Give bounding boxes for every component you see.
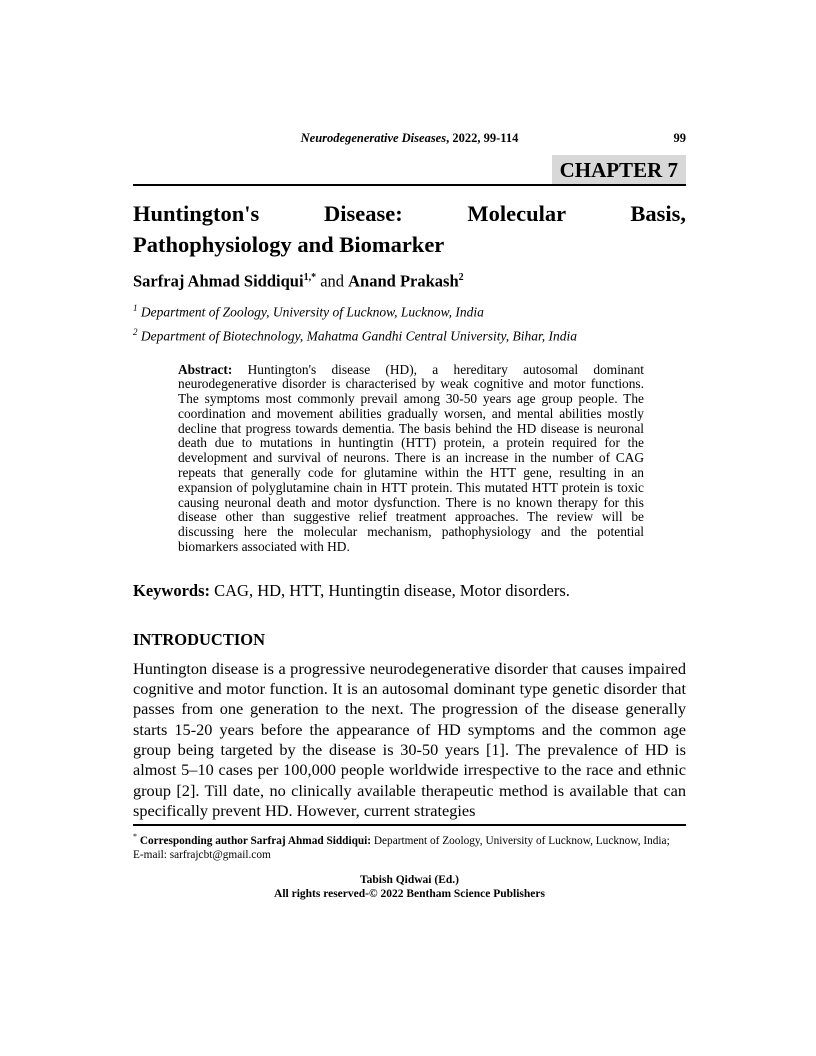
- footer-editor: Tabish Qidwai (Ed.): [360, 874, 459, 886]
- author-2: Anand Prakash: [348, 271, 459, 291]
- journal-citation: [301, 131, 519, 145]
- journal-meta: , 2022, 99-114: [446, 131, 519, 145]
- journal-name: Neurodegenerative Diseases: [300, 131, 447, 145]
- chapter-title: [133, 198, 686, 260]
- running-header: [133, 130, 686, 146]
- abstract-text: Huntington's disease (HD), a hereditary autosomal dominant neurodegenerative disorder is characterised by weak cognitive and motor functions. The symptoms most commonly prevail among 30-50 years age group people. The coordination and movement abilities gradually worsen, and mental abilities mostly decline that progress towards dementia. The basis behind the HD disease is neuronal death due to mutations in huntingtin (HTT) protein, a protein required for the development and survival of neurons. There is an increase in the number of CAG repeats that generally code for glutamine within the HTT gene, resulting in an expansion of polyglutamine chain in HTT protein. This mutated HTT protein is toxic causing neuronal death and motor dysfunction. There is no known therapy for this disease other than suggestive relief treatment approaches. The review will be discussing here the molecular mechanism, pathophysiology and the potential biomarkers associated with HD.: [178, 361, 644, 555]
- affiliation-2: [133, 322, 686, 347]
- author-1: Sarfraj Ahmad Siddiqui: [133, 271, 304, 291]
- keywords-text: CAG, HD, HTT, Huntingtin disease, Motor disorders.: [210, 580, 570, 600]
- chapter-title-line1: Huntington's Disease: Molecular Basis,: [133, 201, 686, 226]
- author-1-superscript: 1,*: [303, 272, 317, 283]
- keywords-label: Keywords:: [133, 580, 210, 600]
- keywords: [133, 581, 686, 601]
- abstract: [178, 363, 644, 555]
- header-rule: [133, 155, 686, 186]
- footnote-address: Department of Zoology, University of Lucknow, Lucknow, India;: [371, 835, 670, 847]
- chapter-label: CHAPTER 7: [552, 155, 686, 184]
- abstract-label: Abstract:: [178, 361, 233, 377]
- footnote-line-1: [133, 830, 686, 848]
- footnote-marker: *: [133, 832, 137, 842]
- affiliation-2-superscript: 2: [133, 327, 138, 337]
- affiliation-2-text: Department of Biotechnology, Mahatma Gandhi Central University, Bihar, India: [137, 328, 577, 344]
- author-2-superscript: 2: [458, 272, 464, 283]
- footnote-corresponding-author: Corresponding author Sarfraj Ahmad Siddiqui:: [137, 835, 372, 847]
- affiliation-1-text: Department of Zoology, University of Lucknow, Lucknow, India: [137, 304, 484, 319]
- affiliation-1-superscript: 1: [133, 302, 138, 313]
- introduction-heading: INTRODUCTION: [133, 629, 266, 649]
- footer: [133, 874, 686, 901]
- footer-rights: All rights reserved-© 2022 Bentham Science Publishers: [274, 887, 545, 900]
- affiliations: [133, 298, 686, 347]
- authors-connector: and: [316, 271, 349, 291]
- introduction-paragraph: Huntington disease is a progressive neurodegenerative disorder that causes impaired cognitive and motor function. It is an autosomal dominant type genetic disorder that passes from one generation to the next. The progression of the disease generally starts 15-20 years before the appearance of HD symptoms and the common age group being targeted by the disease is 30-50 years [1]. The prevalence of HD is almost 5–10 cases per 100,000 people worldwide irrespective to the race and ethnic group [2]. Till date, no clinically available therapeutic method is available that can specifically prevent HD. However, current strategies: [133, 658, 686, 820]
- affiliation-1: [133, 298, 686, 323]
- footnote-email-line: E-mail: sarfrajcbt@gmail.com: [133, 848, 271, 861]
- page-number: 99: [673, 131, 686, 145]
- footnote: [133, 824, 686, 862]
- authors-line: [133, 268, 686, 292]
- chapter-title-line2: Pathophysiology and Biomarker: [133, 232, 445, 257]
